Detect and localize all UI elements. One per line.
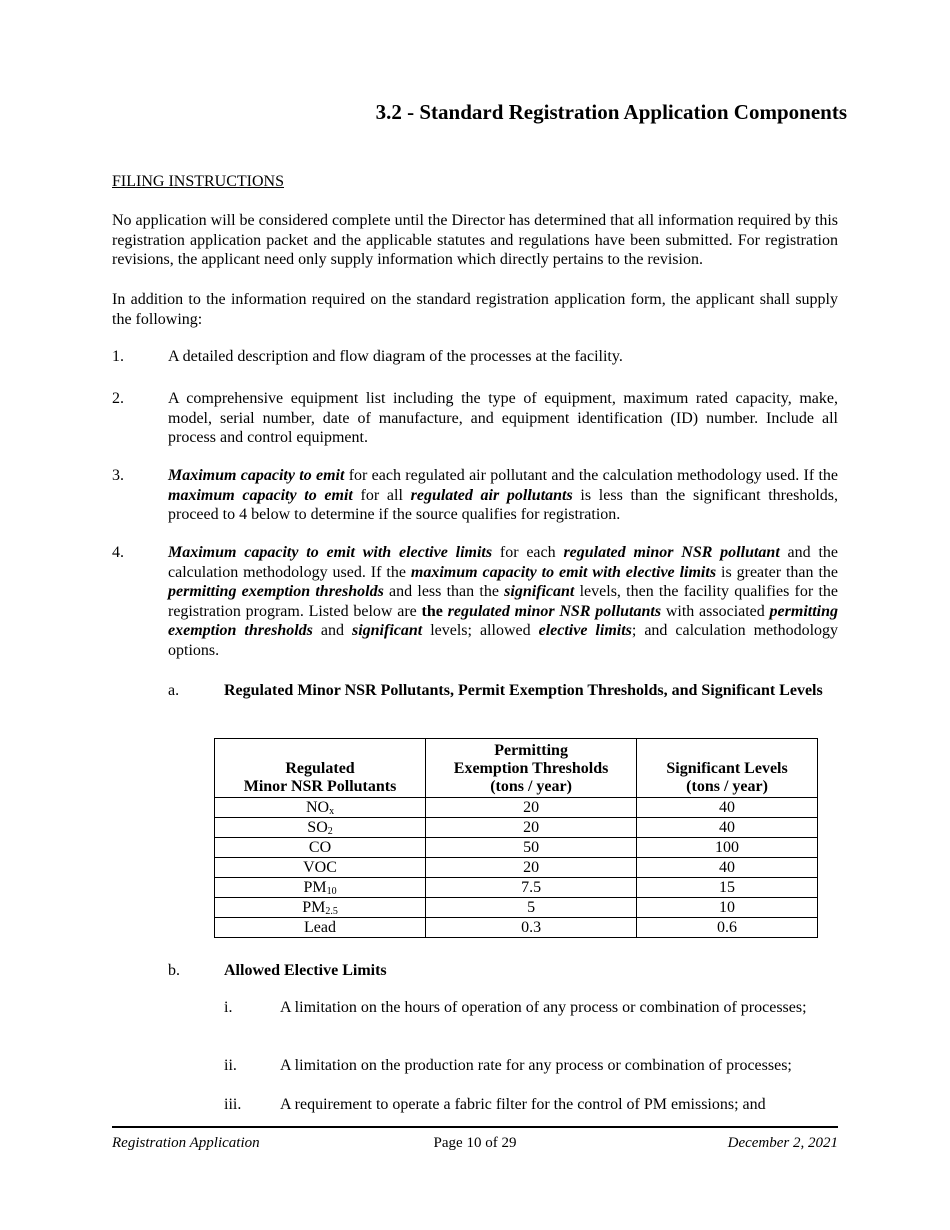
text-run: and the calculation methodology used. If the: [168, 544, 839, 581]
emphasis: significant: [351, 622, 423, 639]
elective-limit-text: A limitation on the production rate for any process or combination of processes;: [280, 1057, 792, 1074]
subsection-b: [168, 961, 838, 981]
table-row: [215, 818, 818, 838]
table-row: [215, 918, 818, 938]
emphasis: elective limits: [538, 622, 632, 639]
column-header-threshold: [426, 739, 637, 798]
list-item-1: [112, 347, 838, 367]
list-item-text: A comprehensive equipment list including the type of equipment, maximum rated capacity, make, model, serial number, date of manufacture, and equipment identification (ID) number. Include all process and control equipment.: [168, 390, 838, 446]
header-line: Exemption Thresholds: [453, 760, 609, 777]
list-item-text: [168, 543, 838, 660]
text-run: for all: [352, 486, 411, 504]
pollutant-subscript: x: [329, 806, 335, 817]
table-header-row: [215, 739, 818, 798]
pollutant-cell: [215, 838, 426, 858]
pollutant-name: Lead: [304, 919, 337, 936]
list-item-text: A detailed description and flow diagram of the processes at the facility.: [168, 348, 623, 365]
table-row: [215, 858, 818, 878]
roman-numeral: ii.: [224, 1057, 237, 1074]
emphasis: regulated minor NSR pollutant: [563, 544, 780, 561]
emphasis: regulated air pollutants: [410, 486, 573, 504]
significant-cell: 15: [637, 878, 818, 898]
threshold-cell: 20: [426, 798, 637, 818]
text-run: for each regulated air pollutant and the calculation methodology used. If the: [344, 467, 838, 484]
subsection-a: [168, 681, 838, 701]
emphasis: regulated minor NSR pollutants: [447, 602, 662, 620]
intro-paragraph: No application will be considered complete until the Director has determined that all information required by this registration application packet and the applicable statutes and regulations have been submitted. For registration revisions, the applicant need only supply information which directly pertains to the revision.: [112, 212, 839, 268]
table-row: [215, 838, 818, 858]
roman-numeral: iii.: [224, 1096, 242, 1113]
table-row: [215, 898, 818, 918]
pollutant-name: NO: [305, 799, 330, 816]
elective-limit-item-3: [224, 1095, 838, 1115]
elective-limit-text: A requirement to operate a fabric filter for the control of PM emissions; and: [280, 1096, 766, 1113]
footer-date: December 2, 2021: [727, 1135, 838, 1151]
emphasis: permitting exemption thresholds: [168, 602, 838, 639]
roman-numeral: i.: [224, 999, 233, 1016]
elective-limit-item-2: [224, 1056, 838, 1076]
pollutant-subscript: 2.5: [325, 906, 338, 917]
header-line: Significant Levels: [666, 760, 788, 777]
bold-text: the: [421, 602, 448, 620]
table-row: [215, 878, 818, 898]
pollutant-cell: [215, 818, 426, 838]
pollutant-name: VOC: [303, 859, 337, 876]
list-item-number: 3.: [112, 467, 124, 484]
subsection-number: b.: [168, 962, 180, 979]
text-run: and: [312, 622, 352, 639]
pollutant-cell: [215, 798, 426, 818]
text-run: levels, then the facility qualifies for the registration program. Listed below are: [168, 583, 838, 620]
text-run: is greater than the: [716, 563, 839, 581]
pollutant-table: [214, 738, 818, 938]
header-line: (tons / year): [490, 778, 572, 795]
emphasis: significant: [504, 583, 575, 600]
text-run: for each: [492, 544, 564, 561]
header-line: Regulated: [285, 760, 355, 777]
table-row: [215, 798, 818, 818]
column-header-pollutant: [215, 739, 426, 798]
text-run: ; and calculation methodology options.: [168, 622, 839, 659]
footer-divider: [112, 1126, 838, 1128]
text-run: and less than the: [383, 583, 505, 600]
header-line: (tons / year): [686, 778, 768, 795]
significant-cell: 100: [637, 838, 818, 858]
subsection-heading: Regulated Minor NSR Pollutants, Permit Exemption Thresholds, and Significant Levels: [224, 682, 823, 699]
significant-cell: 40: [637, 858, 818, 878]
emphasis: Maximum capacity to emit: [168, 467, 345, 484]
significant-cell: 40: [637, 798, 818, 818]
threshold-cell: 20: [426, 858, 637, 878]
significant-cell: 0.6: [637, 918, 818, 938]
emphasis: maximum capacity to emit with elective limits: [410, 563, 717, 581]
list-item-number: 4.: [112, 544, 124, 561]
elective-limit-item-1: [224, 998, 838, 1018]
threshold-cell: 5: [426, 898, 637, 918]
text-run: with associated: [661, 602, 770, 620]
filing-instructions-heading: FILING INSTRUCTIONS: [112, 173, 284, 190]
threshold-cell: 7.5: [426, 878, 637, 898]
footer-document-name: Registration Application: [112, 1135, 260, 1151]
list-item-4: [112, 543, 838, 660]
threshold-cell: 0.3: [426, 918, 637, 938]
footer-page-number: Page 10 of 29: [433, 1135, 517, 1151]
column-header-significant: [637, 739, 818, 798]
pollutant-name: PM: [303, 879, 327, 896]
list-item-2: [112, 389, 838, 448]
elective-limit-text: A limitation on the hours of operation of any process or combination of processes;: [280, 999, 807, 1016]
list-item-number: 1.: [112, 348, 124, 365]
threshold-cell: 50: [426, 838, 637, 858]
requirements-paragraph: In addition to the information required on the standard registration application form, the applicant shall supply the following:: [112, 291, 838, 328]
header-line: Permitting: [494, 742, 568, 759]
threshold-cell: 20: [426, 818, 637, 838]
text-run: is less than the significant thresholds, proceed to 4 below to determine if the source qualifies for registration.: [168, 486, 838, 523]
significant-cell: 10: [637, 898, 818, 918]
header-line: Minor NSR Pollutants: [243, 778, 397, 795]
emphasis: Maximum capacity to emit with elective limits: [168, 544, 493, 561]
emphasis: permitting exemption thresholds: [168, 583, 384, 600]
emphasis: maximum capacity to emit: [168, 486, 353, 504]
pollutant-subscript: 10: [326, 886, 337, 897]
text-run: levels; allowed: [422, 622, 539, 639]
subsection-heading: Allowed Elective Limits: [224, 962, 387, 979]
pollutant-name: PM: [302, 899, 326, 916]
pollutant-cell: [215, 898, 426, 918]
pollutant-cell: [215, 918, 426, 938]
subsection-number: a.: [168, 682, 180, 699]
page-title: 3.2 - Standard Registration Application Components: [375, 100, 847, 124]
list-item-text: [168, 466, 838, 525]
pollutant-name: SO: [307, 819, 328, 836]
list-item-number: 2.: [112, 390, 124, 407]
pollutant-cell: [215, 858, 426, 878]
pollutant-name: CO: [308, 839, 332, 856]
pollutant-cell: [215, 878, 426, 898]
significant-cell: 40: [637, 818, 818, 838]
pollutant-subscript: 2: [327, 826, 333, 837]
list-item-3: [112, 466, 838, 525]
